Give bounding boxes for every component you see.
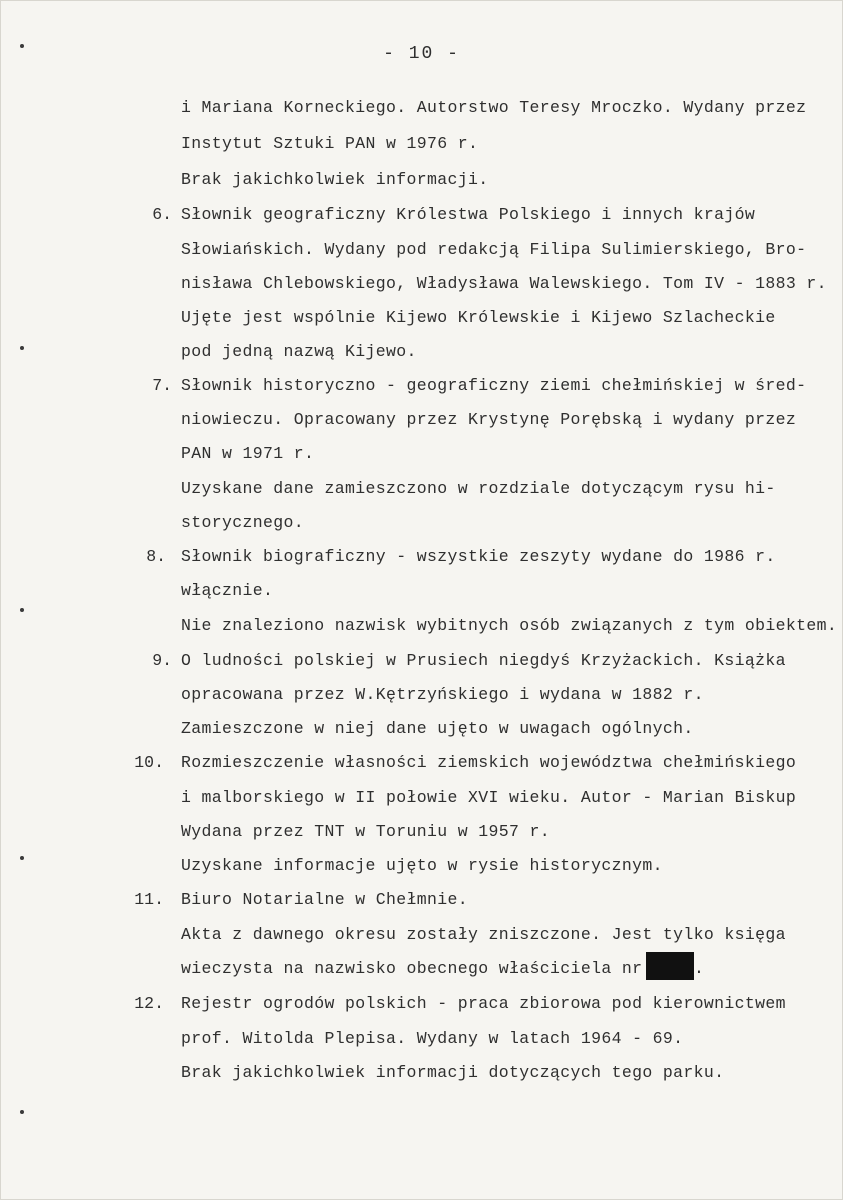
text-line: Instytut Sztuki PAN w 1976 r. bbox=[181, 134, 479, 153]
item-number: 12. bbox=[134, 994, 164, 1013]
text-line: Rozmieszczenie własności ziemskich województwa chełmińskiego bbox=[181, 753, 797, 772]
item-number: 9. bbox=[152, 651, 172, 670]
item-number: 8. bbox=[146, 547, 166, 566]
item-number: 10. bbox=[134, 753, 164, 772]
text-line: Słownik historyczno - geograficzny ziemi chełmińskiej w śred- bbox=[181, 376, 807, 395]
text-line: i malborskiego w II połowie XVI wieku. Autor - Marian Biskup bbox=[181, 788, 797, 807]
text-line: O ludności polskiej w Prusiech niegdyś Krzyżackich. Książka bbox=[181, 651, 786, 670]
text-line: opracowana przez W.Kętrzyńskiego i wydana w 1882 r. bbox=[181, 685, 704, 704]
punch-hole-mark bbox=[20, 856, 24, 860]
text-line: storycznego. bbox=[181, 513, 305, 532]
redaction-block bbox=[646, 952, 694, 980]
text-line: i Mariana Korneckiego. Autorstwo Teresy Mroczko. Wydany przez bbox=[181, 98, 807, 117]
text-line: PAN w 1971 r. bbox=[181, 444, 315, 463]
text-line: . bbox=[694, 959, 705, 978]
text-line: niowieczu. Opracowany przez Krystynę Porębską i wydany przez bbox=[181, 410, 797, 429]
text-line: wieczysta na nazwisko obecnego właściciela nr bbox=[181, 959, 643, 978]
text-line: włącznie. bbox=[181, 581, 274, 600]
text-line: Brak jakichkolwiek informacji. bbox=[181, 170, 489, 189]
text-line: nisława Chlebowskiego, Władysława Walewskiego. Tom IV - 1883 r. bbox=[181, 274, 827, 293]
text-line: Słownik geograficzny Królestwa Polskiego i innych krajów bbox=[181, 205, 756, 224]
text-line: Uzyskane dane zamieszczono w rozdziale dotyczącym rysu hi- bbox=[181, 479, 776, 498]
text-line: Uzyskane informacje ujęto w rysie historycznym. bbox=[181, 856, 663, 875]
text-line: Rejestr ogrodów polskich - praca zbiorowa pod kierownictwem bbox=[181, 994, 786, 1013]
item-number: 11. bbox=[134, 890, 164, 909]
text-line: pod jedną nazwą Kijewo. bbox=[181, 342, 417, 361]
text-line: Ujęte jest wspólnie Kijewo Królewskie i Kijewo Szlacheckie bbox=[181, 308, 776, 327]
text-line: Wydana przez TNT w Toruniu w 1957 r. bbox=[181, 822, 551, 841]
text-line: prof. Witolda Plepisa. Wydany w latach 1964 - 69. bbox=[181, 1029, 684, 1048]
text-line: Słowiańskich. Wydany pod redakcją Filipa Sulimierskiego, Bro- bbox=[181, 240, 807, 259]
text-line: Zamieszczone w niej dane ujęto w uwagach ogólnych. bbox=[181, 719, 694, 738]
punch-hole-mark bbox=[20, 608, 24, 612]
text-line: Słownik biograficzny - wszystkie zeszyty wydane do 1986 r. bbox=[181, 547, 776, 566]
text-line: Brak jakichkolwiek informacji dotyczących tego parku. bbox=[181, 1063, 725, 1082]
text-line: Nie znaleziono nazwisk wybitnych osób związanych z tym obiektem. bbox=[181, 616, 838, 635]
text-line: Akta z dawnego okresu zostały zniszczone. Jest tylko księga bbox=[181, 925, 786, 944]
punch-hole-mark bbox=[20, 346, 24, 350]
text-line: Biuro Notarialne w Chełmnie. bbox=[181, 890, 469, 909]
item-number: 7. bbox=[152, 376, 172, 395]
page-number: - 10 - bbox=[383, 44, 460, 64]
punch-hole-mark bbox=[20, 1110, 24, 1114]
item-number: 6. bbox=[152, 205, 172, 224]
